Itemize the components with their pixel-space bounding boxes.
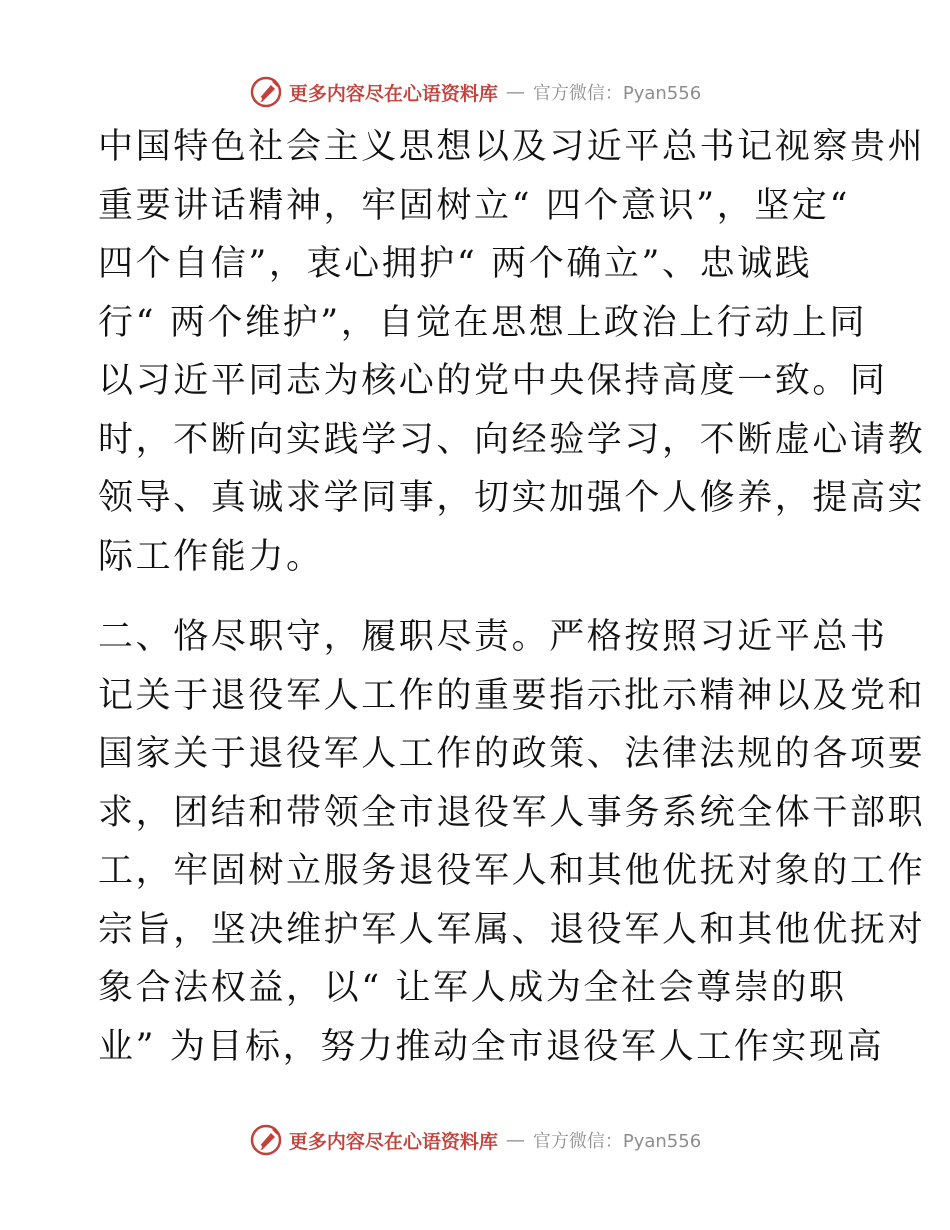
text-line: 重要讲话精神，牢固树立“ 四个意识”，坚定“	[98, 185, 851, 226]
text-line: 宗旨，坚决维护军人军属、退役军人和其他优抚对	[98, 909, 926, 950]
text-line: 行“ 两个维护”，自觉在思想上政治上行动上同	[98, 302, 868, 343]
text-line: 际工作能力。	[98, 536, 324, 577]
paragraph-gap	[98, 592, 858, 614]
paragraph	[98, 124, 926, 581]
text-line: 工，牢固树立服务退役军人和其他优抚对象的工作	[98, 851, 926, 891]
text-line: 求，团结和带领全市退役军人事务系统全体干部职	[98, 792, 926, 833]
text-line: 以习近平同志为核心的党中央保持高度一致。同	[98, 361, 888, 401]
text-line: 时，不断向实践学习、向经验学习，不断虚心请教	[98, 419, 926, 460]
text-line: 象合法权益，以“ 让军人成为全社会尊崇的职	[98, 968, 847, 1008]
header-banner	[0, 72, 950, 112]
banner-separator: —	[505, 1129, 525, 1151]
document-body	[98, 124, 926, 1082]
text-line: 领导、真诚求学同事，切实加强个人修养，提高实	[98, 478, 926, 518]
banner-wechat: 官方微信：Pyan556	[532, 83, 702, 104]
pen-nib-logo-icon	[249, 75, 283, 109]
text-line: 国家关于退役军人工作的政策、法律法规的各项要	[98, 734, 926, 774]
banner-wechat: 官方微信：Pyan556	[532, 1131, 702, 1152]
footer-banner	[0, 1120, 950, 1160]
banner-separator: —	[505, 81, 525, 103]
banner-title: 更多内容尽在心语资料库	[288, 82, 498, 105]
paragraph	[98, 614, 926, 1071]
text-line: 二、恪尽职守，履职尽责。严格按照习近平总书	[98, 617, 888, 657]
pen-nib-logo-icon	[249, 1123, 283, 1157]
text-line: 业” 为目标，努力推动全市退役军人工作实现高	[98, 1026, 885, 1067]
text-line: 四个自信”，衷心拥护“ 两个确立”、忠诚践	[98, 244, 813, 284]
text-line: 中国特色社会主义思想以及习近平总书记视察贵州	[98, 127, 926, 167]
text-line: 记关于退役军人工作的重要指示批示精神以及党和	[98, 675, 926, 716]
banner-title: 更多内容尽在心语资料库	[288, 1130, 498, 1153]
